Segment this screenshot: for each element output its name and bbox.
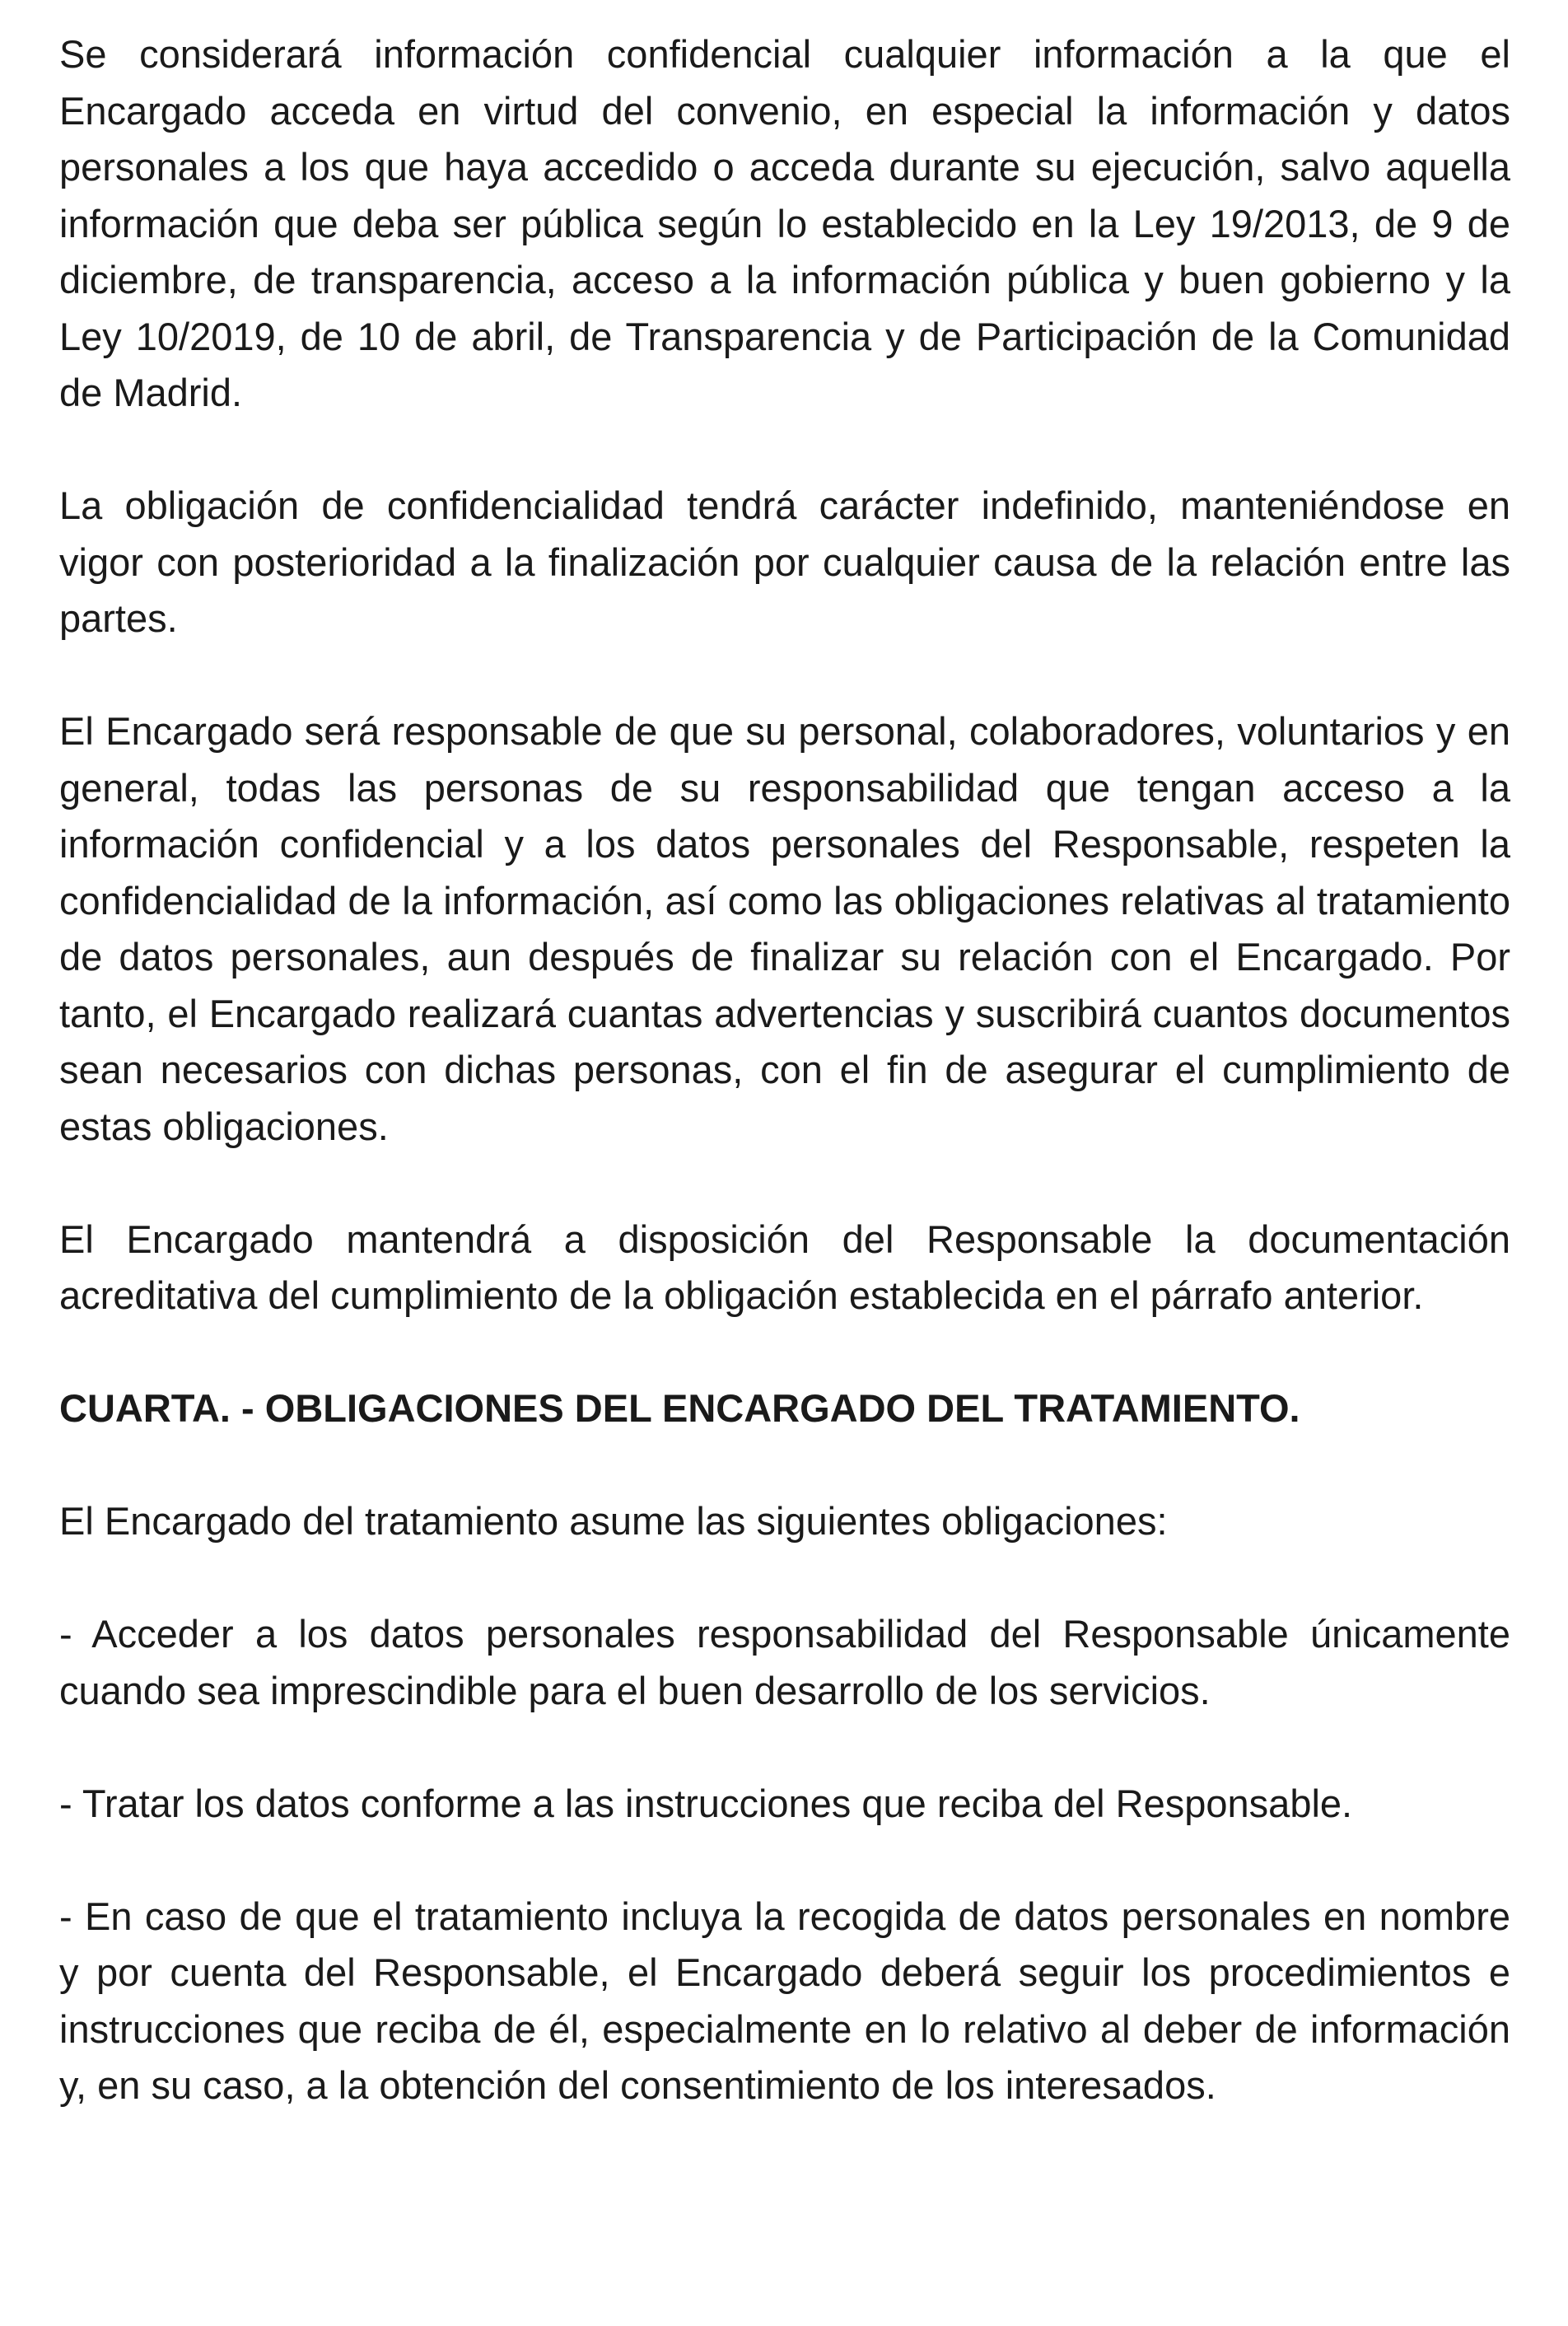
document-page: [59, 26, 1510, 2170]
paragraph-documentation-availability: El Encargado mantendrá a disposición del Responsable la documentación acreditativa del cumplimiento de la obligación establecida en el párrafo anterior.: [59, 1217, 1510, 1317]
obligation-item: - Acceder a los datos personales responsabilidad del Responsable únicamente cuando sea imprescindible para el buen desarrollo de los servicios.: [59, 1612, 1510, 1712]
paragraph-personnel-responsibility: El Encargado será responsable de que su personal, colaboradores, voluntarios y en general, todas las personas de su responsabilidad que tengan acceso a la información confidencial y a los datos personales del Responsable, respeten la confidencialidad de la información, así como las obligaciones relativas al tratamiento de datos personales, aun después de finalizar su relación con el Encargado. Por tanto, el Encargado realizará cuantas advertencias y suscribirá cuantos documentos sean necesarios con dichas personas, con el fin de asegurar el cumplimiento de estas obligaciones.: [59, 709, 1510, 1148]
section-heading: CUARTA. - OBLIGACIONES DEL ENCARGADO DEL TRATAMIENTO.: [59, 1386, 1300, 1430]
obligation-item: - En caso de que el tratamiento incluya la recogida de datos personales en nombre y por cuenta del Responsable, el Encargado deberá seguir los procedimientos e instrucciones que reciba de él, especialmente en lo relativo al deber de información y, en su caso, a la obtención del consentimiento de los interesados.: [59, 1894, 1510, 2107]
section-intro: El Encargado del tratamiento asume las siguientes obligaciones:: [59, 1499, 1168, 1543]
paragraph-confidential-information: Se considerará información confidencial cualquier información a la que el Encargado acceda en virtud del convenio, en especial la información y datos personales a los que haya accedido o acceda durante su ejecución, salvo aquella información que deba ser pública según lo establecido en la Ley 19/2013, de 9 de diciembre, de transparencia, acceso a la información pública y buen gobierno y la Ley 10/2019, de 10 de abril, de Transparencia y de Participación de la Comunidad de Madrid.: [59, 32, 1510, 414]
paragraph-confidentiality-duration: La obligación de confidencialidad tendrá carácter indefinido, manteniéndose en vigor con posterioridad a la finalización por cualquier causa de la relación entre las partes.: [59, 483, 1510, 640]
obligation-item: - Tratar los datos conforme a las instrucciones que reciba del Responsable.: [59, 1781, 1353, 1825]
